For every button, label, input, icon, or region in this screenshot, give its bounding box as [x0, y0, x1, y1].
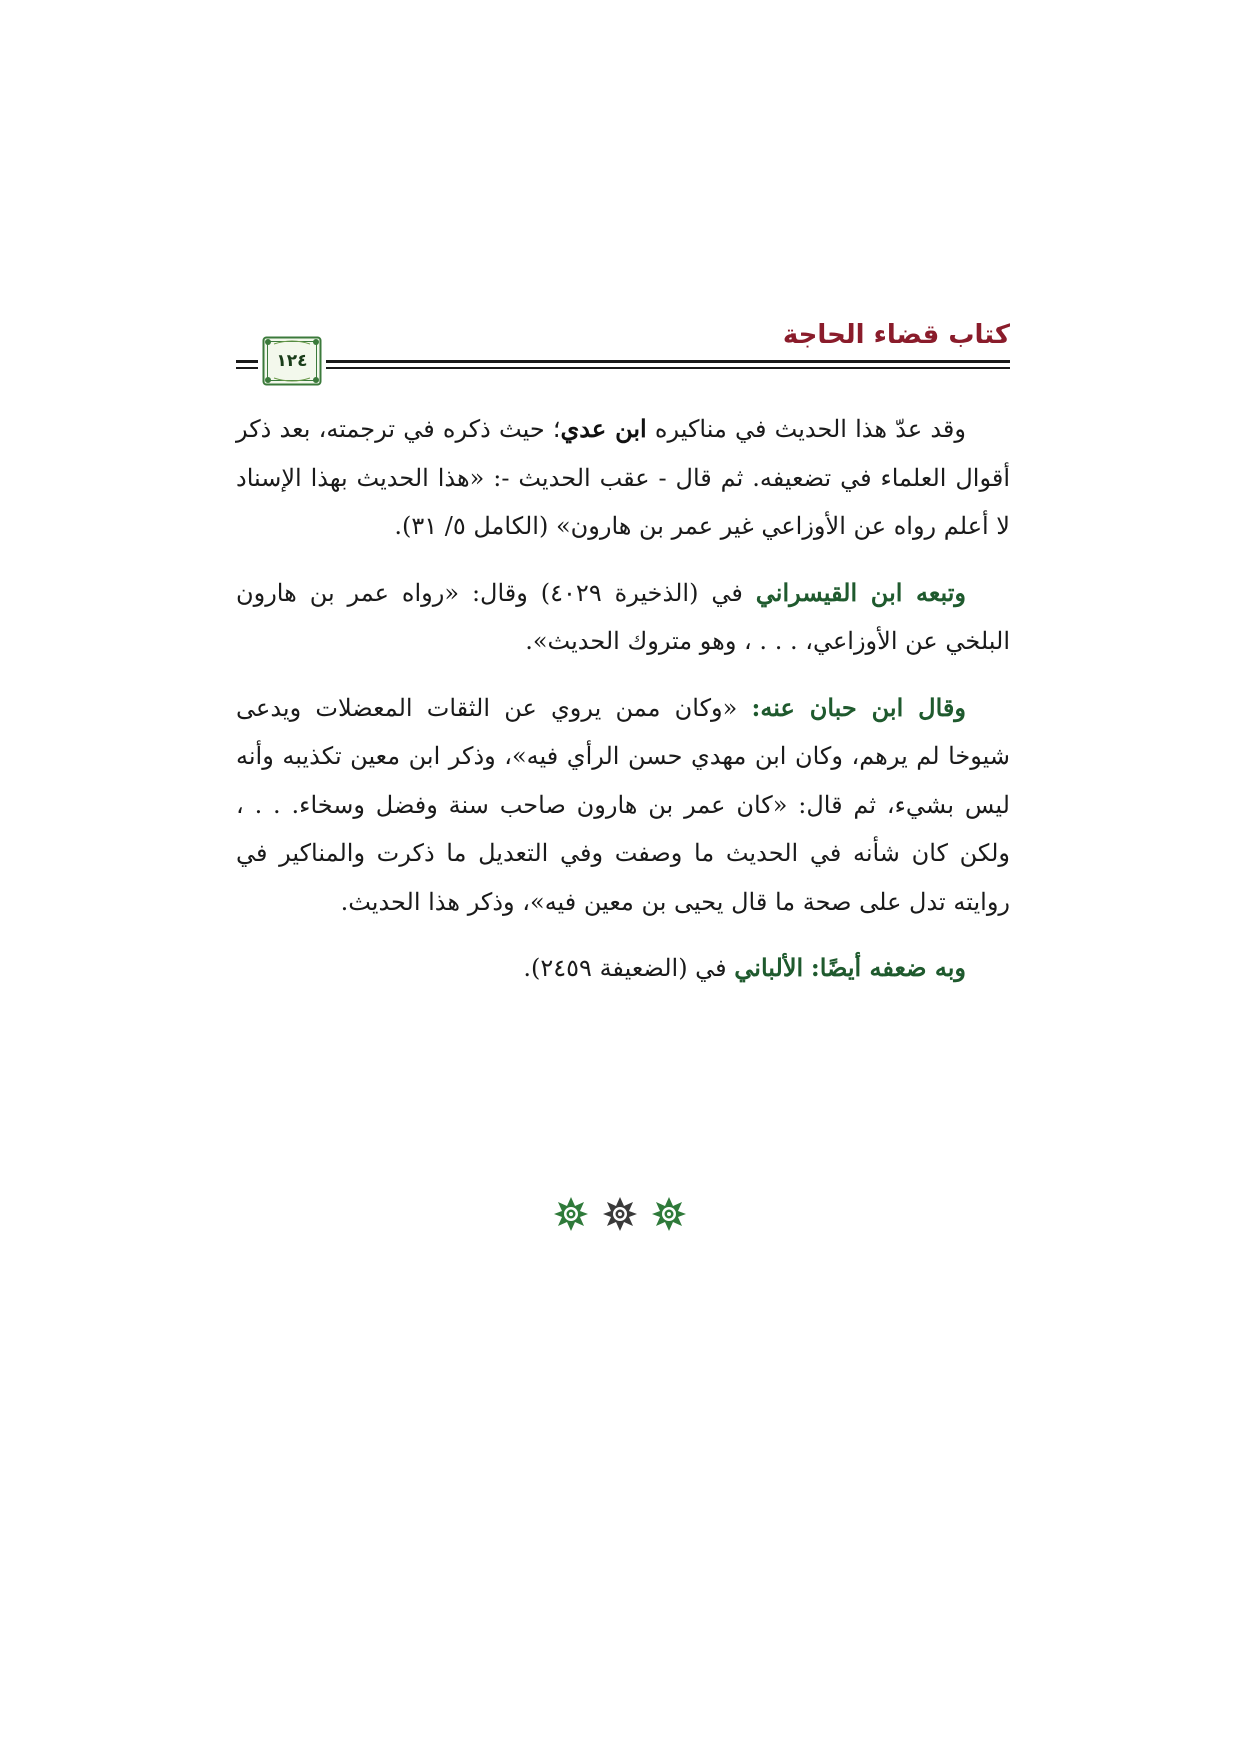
p4-text: في (الضعيفة ٢٤٥٩).: [523, 954, 735, 982]
flower-ornament-icon: [602, 1196, 638, 1232]
flower-ornament-icon: [651, 1196, 687, 1232]
p3-text: «وكان ممن يروي عن الثقات المعضلات ويدعى شيوخا لم يرهم، وكان ابن مهدي حسن الرأي فيه»، وذكر ابن معين تكذيبه وأنه ليس بشيء، ثم قال: «كان عمر بن هارون صاحب سنة وفضل وسخاء. . . ، ولكن كان شأنه في الحديث ما وصفت وفي التعديل ما ذكرت والمناكير في روايته تدل على صحة ما قال يحيى بن معين فيه»، وذكر هذا الحديث.: [236, 693, 1010, 916]
p1-text-b: ؛ حيث ذكره في ترجمته، بعد ذكر أقوال العلماء في تضعيفه. ثم قال - عقب الحديث -: «هذا الحديث بهذا الإسناد لا أعلم رواه عن الأوزاعي غير عمر بن هارون» (الكامل ٥/ ٣١).: [236, 415, 1010, 540]
paragraph-1: [236, 405, 1010, 551]
p4-bold-b: الألباني: [734, 953, 804, 982]
page-number-badge: [262, 336, 322, 386]
body-text: [236, 405, 1010, 1011]
page-number: ١٢٤: [276, 351, 308, 371]
section-divider: [0, 1196, 1240, 1236]
header-rule-thin: [326, 367, 1010, 369]
paragraph-3: [236, 684, 1010, 927]
p3-bold-name: وقال ابن حبان عنه:: [751, 692, 966, 722]
book-title: كتاب قضاء الحاجة: [782, 320, 1010, 350]
header-rule: [326, 360, 1010, 363]
p2-text: في (الذخيرة ٤٠٢٩) وقال: «رواه عمر بن هارون البلخي عن الأوزاعي، . . . ، وهو متروك الحديث».: [236, 578, 1010, 655]
paragraph-4: [236, 944, 1010, 993]
p2-bold-name: وتبعه ابن القيسراني: [755, 577, 967, 607]
header-rule-left: [236, 360, 258, 363]
flower-ornament-icon: [553, 1196, 589, 1232]
p1-bold-name: ابن عدي: [560, 414, 647, 443]
page-header: [236, 318, 1010, 388]
header-rule-left-thin: [236, 367, 258, 369]
p1-text-a: وقد عدّ هذا الحديث في مناكيره: [646, 415, 966, 443]
paragraph-2: [236, 569, 1010, 666]
p4-bold-a: وبه ضعفه أيضًا:: [810, 953, 966, 982]
